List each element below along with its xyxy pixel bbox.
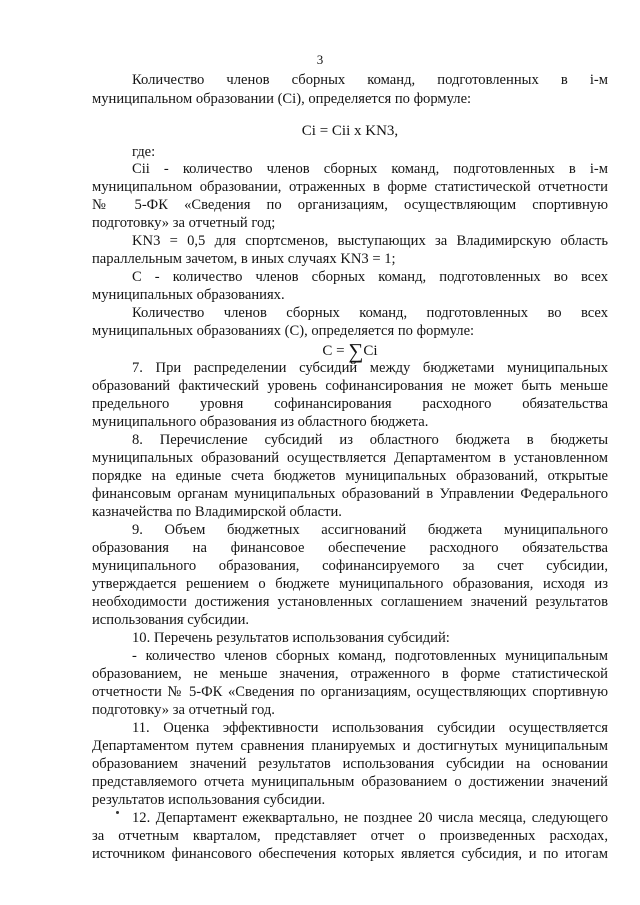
text-line: за отчетным кварталом, представляет отчет о произведенных расходах, (92, 828, 608, 844)
text-line: 7. При распределении субсидий между бюджетами муниципальных (132, 360, 608, 376)
text-line: муниципальном образовании, отраженных в форме статистической отчетности (92, 179, 608, 195)
text-line: необходимости достижения установленных соглашением значений результатов (92, 594, 608, 610)
text-line: Количество членов сборных команд, подготовленных во всех (132, 305, 608, 321)
text-line: Количество членов сборных команд, подготовленных в i-м (132, 72, 608, 88)
text-line: муниципального образования из областного бюджета. (92, 414, 429, 430)
text-line: KN3 = 0,5 для спортсменов, выступающих за Владимирскую область (132, 233, 608, 249)
text-line: муниципальных образований осуществляется Департаментом в установленном (92, 450, 608, 466)
text-line: 12. Департамент ежеквартально, не позднее 20 числа месяца, следующего (132, 810, 608, 826)
text-line: образований фактический уровень софинансирования не может быть меньше (92, 378, 608, 394)
scan-speck (116, 811, 119, 814)
text-line: образования на финансовое обеспечение расходного обязательства (92, 540, 608, 556)
text-line: муниципальных образованиях (С), определяется по формуле: (92, 323, 475, 339)
text-line: Департаментом путем сравнения планируемых и достигнутых муниципальным (92, 738, 608, 754)
text-line: № 5-ФК «Сведения по организациям, осуществляющим спортивную (92, 197, 608, 213)
text-line: где: (132, 144, 156, 160)
text-line: 10. Перечень результатов использования субсидий: (132, 630, 450, 646)
text-line: 9. Объем бюджетных ассигнований бюджета муниципального (132, 522, 608, 538)
text-line: использования субсидии. (92, 612, 250, 628)
text-line: муниципального образования, софинансируемого за счет субсидии, (92, 558, 608, 574)
text-line: муниципальных образованиях. (92, 287, 285, 303)
text-line: источником финансового обеспечения которых является субсидия, и по итогам (92, 846, 608, 862)
text-line: подготовку» за отчетный год. (92, 702, 275, 718)
text-line: результатов использования субсидии. (92, 792, 326, 808)
formula-sum: С = ∑Ci (322, 339, 378, 363)
sigma-symbol: ∑ (348, 339, 364, 363)
text-line: Ci = Cii x KN3, (301, 123, 399, 139)
page-number: 3 (316, 52, 324, 67)
text-line: муниципальном образовании (Ci), определяется по формуле: (92, 91, 472, 107)
text-line: казначейства по Владимирской области. (92, 504, 342, 520)
text-line: параллельным зачетом, в иных случаях KN3 = 1; (92, 251, 396, 267)
text-line: порядке на единые счета бюджетов муниципальных образований, открытые (92, 468, 608, 484)
text-line: Cii - количество членов сборных команд, подготовленных в i-м (132, 161, 608, 177)
text-line: подготовку» за отчетный год; (92, 215, 276, 231)
text-line: предельного уровня софинансирования расходного обязательства (92, 396, 608, 412)
text-line: С - количество членов сборных команд, подготовленных во всех (132, 269, 608, 285)
text-line: финансовым органам муниципальных образований в Управлении Федерального (92, 486, 608, 502)
text-line: отчетности № 5-ФК «Сведения по организациям, осуществляющих спортивную (92, 684, 608, 700)
text-line: образованием значений результатов использования субсидии на основании (92, 756, 608, 772)
text-line: 8. Перечисление субсидий из областного бюджета в бюджеты (132, 432, 608, 448)
text-line: утверждается решением о бюджете муниципального образования, исходя из (92, 576, 608, 592)
text-line: представляемого отчета муниципальным образованием о достижении значений (92, 774, 608, 790)
text-line: образованием, не меньше значения, отраженного в форме статистической (92, 666, 608, 682)
text-line: 11. Оценка эффективности использования субсидии осуществляется (132, 720, 608, 736)
text-line: - количество членов сборных команд, подготовленных муниципальным (132, 648, 608, 664)
